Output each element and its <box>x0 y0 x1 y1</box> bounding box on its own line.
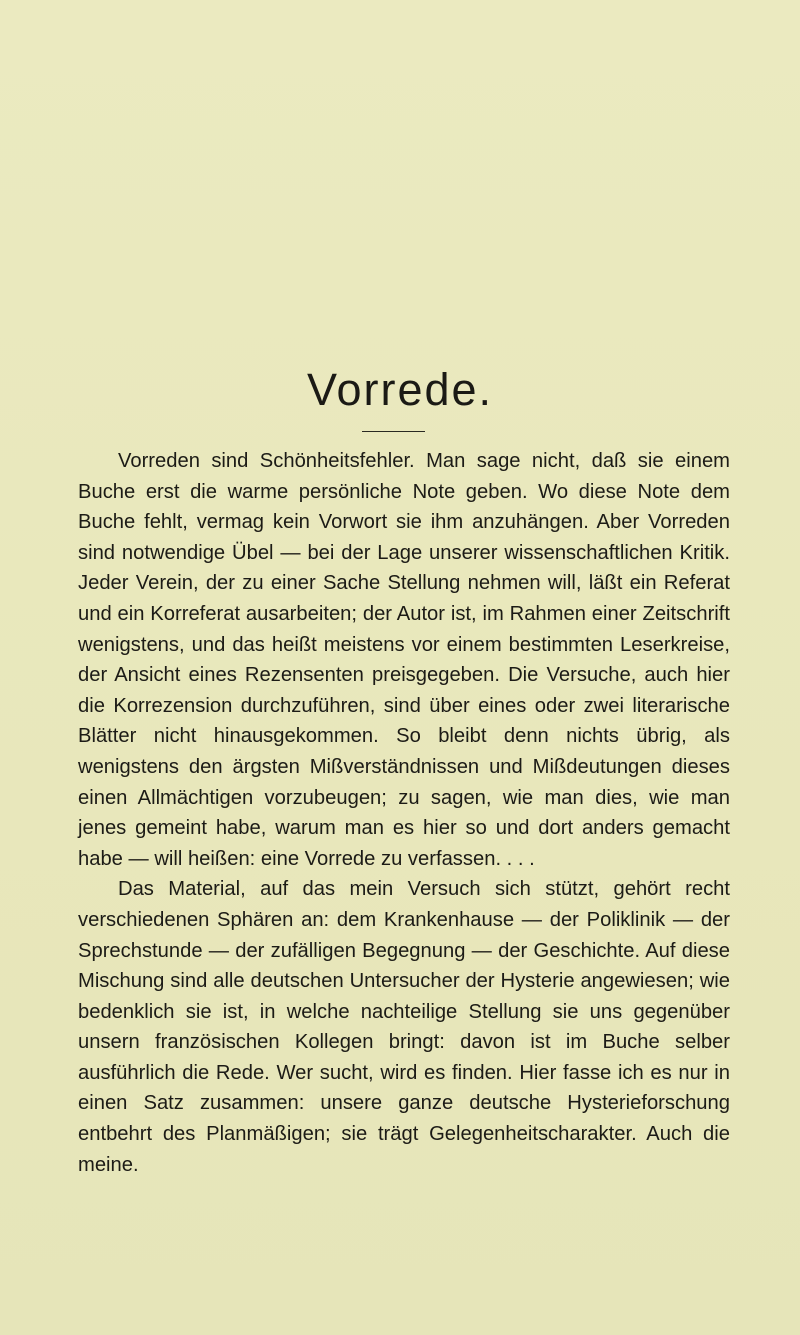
paragraph-2: Das Material, auf das mein Versuch sich stützt, gehört recht verschiedenen Sphären an: dem Krankenhause — der Poliklinik — der Sprechstunde — der zufälligen Begegnung — der Geschichte. Auf diese Mischung sind alle deutschen Untersucher der Hysterie angewiesen; wie bedenklich sie ist, in welche nachteilige Stellung sie uns gegenüber unsern französischen Kollegen bringt: davon ist im Buche selber ausführlich die Rede. Wer sucht, wird es finden. Hier fasse ich es nur in einen Satz zusammen: unsere ganze deutsche Hysterieforschung entbehrt des Planmäßigen; sie trägt Gelegenheitscharakter. Auch die meine. <box>78 878 730 1176</box>
paragraph-1: Vorreden sind Schönheitsfehler. Man sage nicht, daß sie einem Buche erst die warme persönliche Note geben. Wo diese Note dem Buche fehlt, vermag kein Vorwort sie ihm anzuhängen. Aber Vorreden sind notwendige Übel — bei der Lage unserer wissenschaftlichen Kritik. Jeder Verein, der zu einer Sache Stellung nehmen will, läßt ein Referat und ein Korreferat ausarbeiten; der Autor ist, im Rahmen einer Zeitschrift wenigstens, und das heißt meistens vor einem bestimmten Leserkreise, der Ansicht eines Rezensenten preisgegeben. Die Versuche, auch hier die Korrezension durchzuführen, sind über eines oder zwei literarische Blätter nicht hinausgekommen. So bleibt denn nichts übrig, als wenigstens den ärgsten Mißverständnissen und Mißdeutungen dieses einen Allmächtigen vorzubeugen; zu sagen, wie man dies, wie man jenes gemeint habe, warum man es hier so und dort anders gemacht habe — will heißen: eine Vorrede zu verfassen. . . . <box>78 450 730 870</box>
page-title: Vorrede. <box>306 364 494 415</box>
preface-body <box>78 446 730 1180</box>
title-divider <box>362 431 425 432</box>
